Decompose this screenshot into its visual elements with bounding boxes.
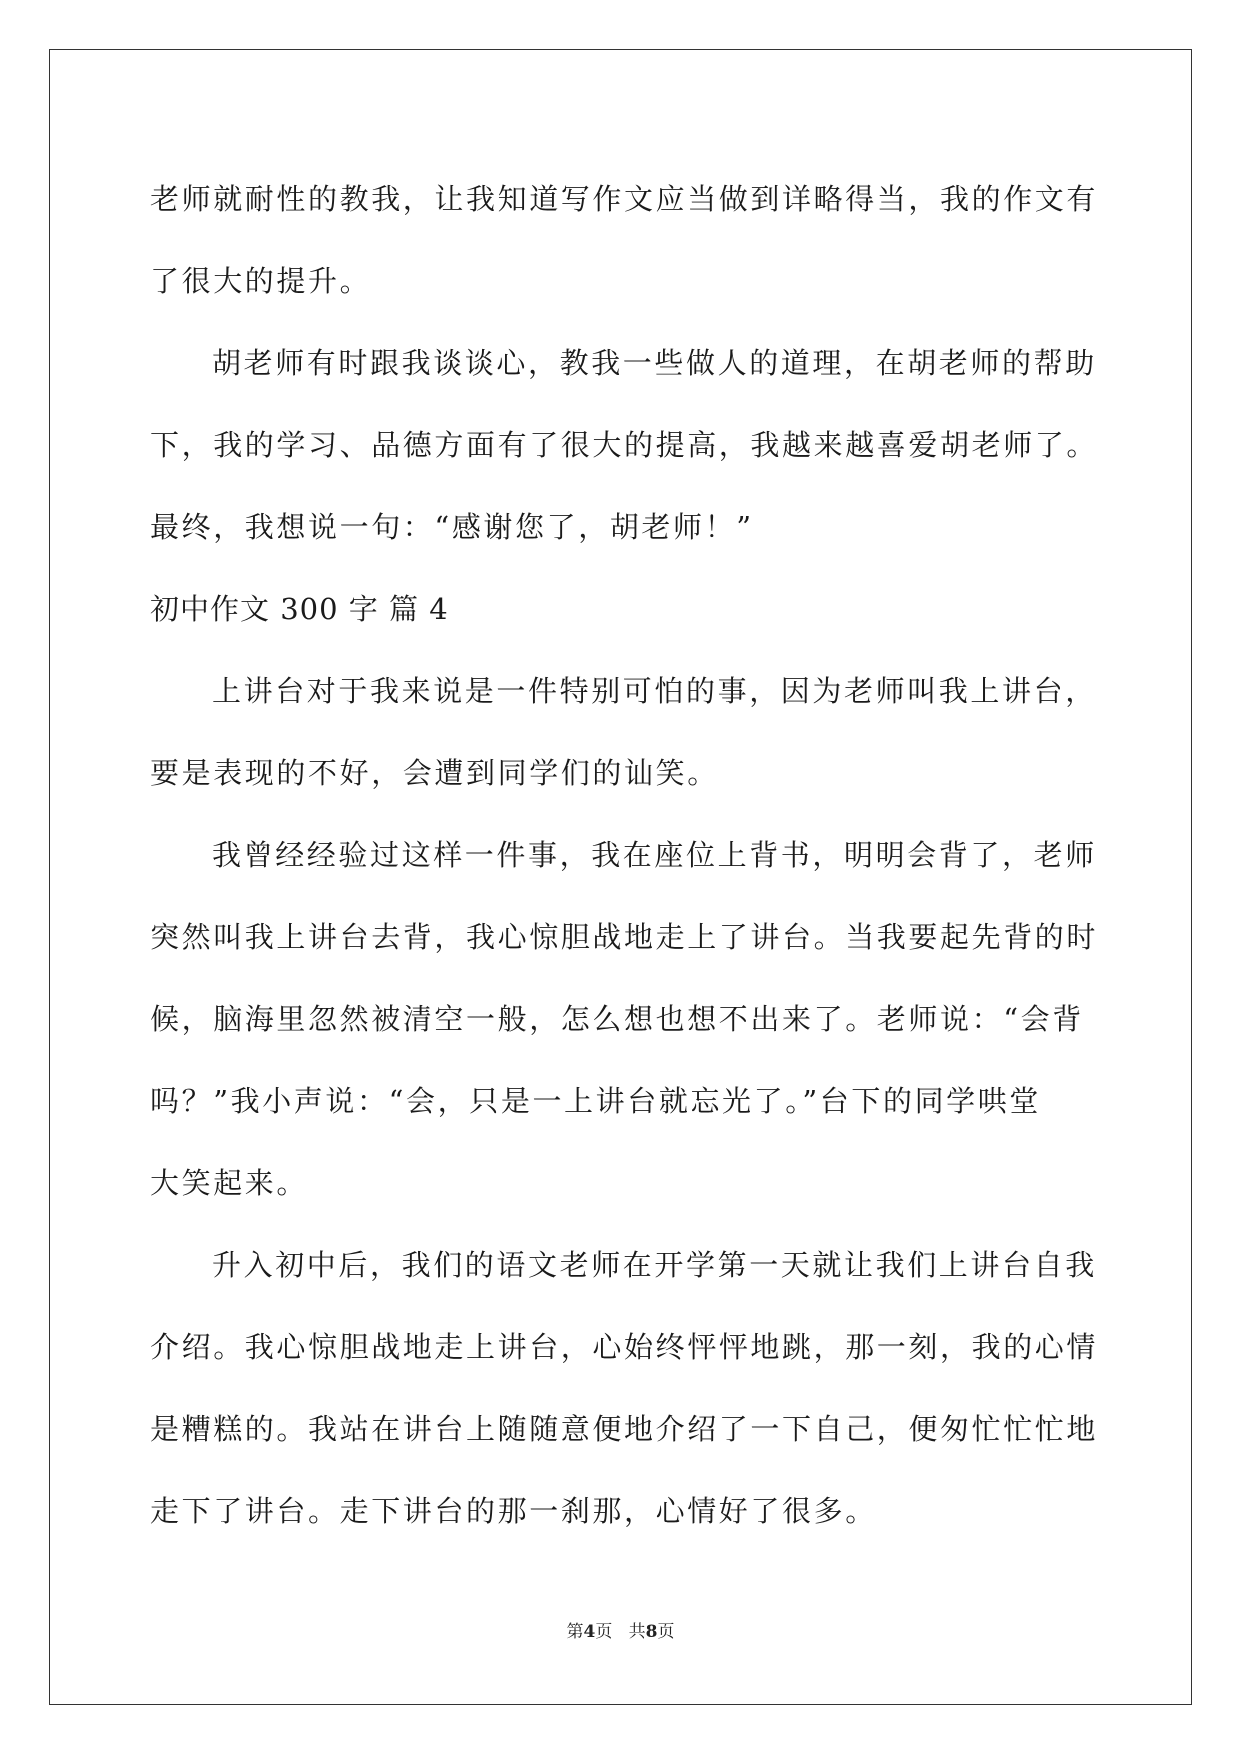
page-prefix: 第 — [566, 1622, 584, 1642]
paragraph — [150, 1224, 1099, 1552]
text-line: 吗？”我小声说：“会，只是一上讲台就忘光了。”台下的同学哄堂 — [150, 1084, 1041, 1118]
text-line: 了很大的提升。 — [150, 264, 372, 298]
paragraph — [150, 814, 1099, 1224]
section-heading: 初中作文 300 字 篇 4 — [150, 592, 449, 626]
text-line: 走下了讲台。走下讲台的那一刹那，心情好了很多。 — [150, 1494, 877, 1528]
total-suffix: 页 — [657, 1622, 675, 1642]
text-line: 下，我的学习、品德方面有了很大的提高，我越来越喜爱胡老师了。 — [150, 428, 1099, 462]
document-body — [150, 158, 1099, 1552]
text-line: 候，脑海里忽然被清空一般，怎么想也想不出来了。老师说：“会背 — [150, 1002, 1084, 1036]
total-pages: 8 — [645, 1622, 658, 1642]
text-line: 介绍。我心惊胆战地走上讲台，心始终怦怦地跳，那一刻，我的心情 — [150, 1330, 1099, 1364]
paragraph — [150, 650, 1097, 814]
text-line: 升入初中后，我们的语文老师在开学第一天就让我们上讲台自我 — [212, 1248, 1097, 1282]
text-line: 最终，我想说一句：“感谢您了，胡老师！” — [150, 510, 754, 544]
text-line: 胡老师有时跟我谈谈心，教我一些做人的道理，在胡老师的帮助 — [212, 346, 1097, 380]
paragraph — [150, 322, 1099, 568]
text-line: 老师就耐性的教我，让我知道写作文应当做到详略得当，我的作文有 — [150, 182, 1099, 216]
text-line: 突然叫我上讲台去背，我心惊胆战地走上了讲台。当我要起先背的时 — [150, 920, 1099, 954]
text-line: 大笑起来。 — [150, 1166, 309, 1200]
paragraph — [150, 158, 1099, 322]
page-suffix: 页 — [595, 1622, 613, 1642]
page-number: 4 — [583, 1622, 596, 1642]
total-prefix: 共 — [628, 1622, 646, 1642]
page-footer — [0, 1617, 1241, 1642]
text-line: 上讲台对于我来说是一件特别可怕的事，因为老师叫我上讲台， — [212, 674, 1097, 708]
text-line: 我曾经经验过这样一件事，我在座位上背书，明明会背了，老师 — [212, 838, 1097, 872]
text-line: 是糟糕的。我站在讲台上随随意便地介绍了一下自己，便匆忙忙忙地 — [150, 1412, 1099, 1446]
text-line: 要是表现的不好，会遭到同学们的讪笑。 — [150, 756, 719, 790]
